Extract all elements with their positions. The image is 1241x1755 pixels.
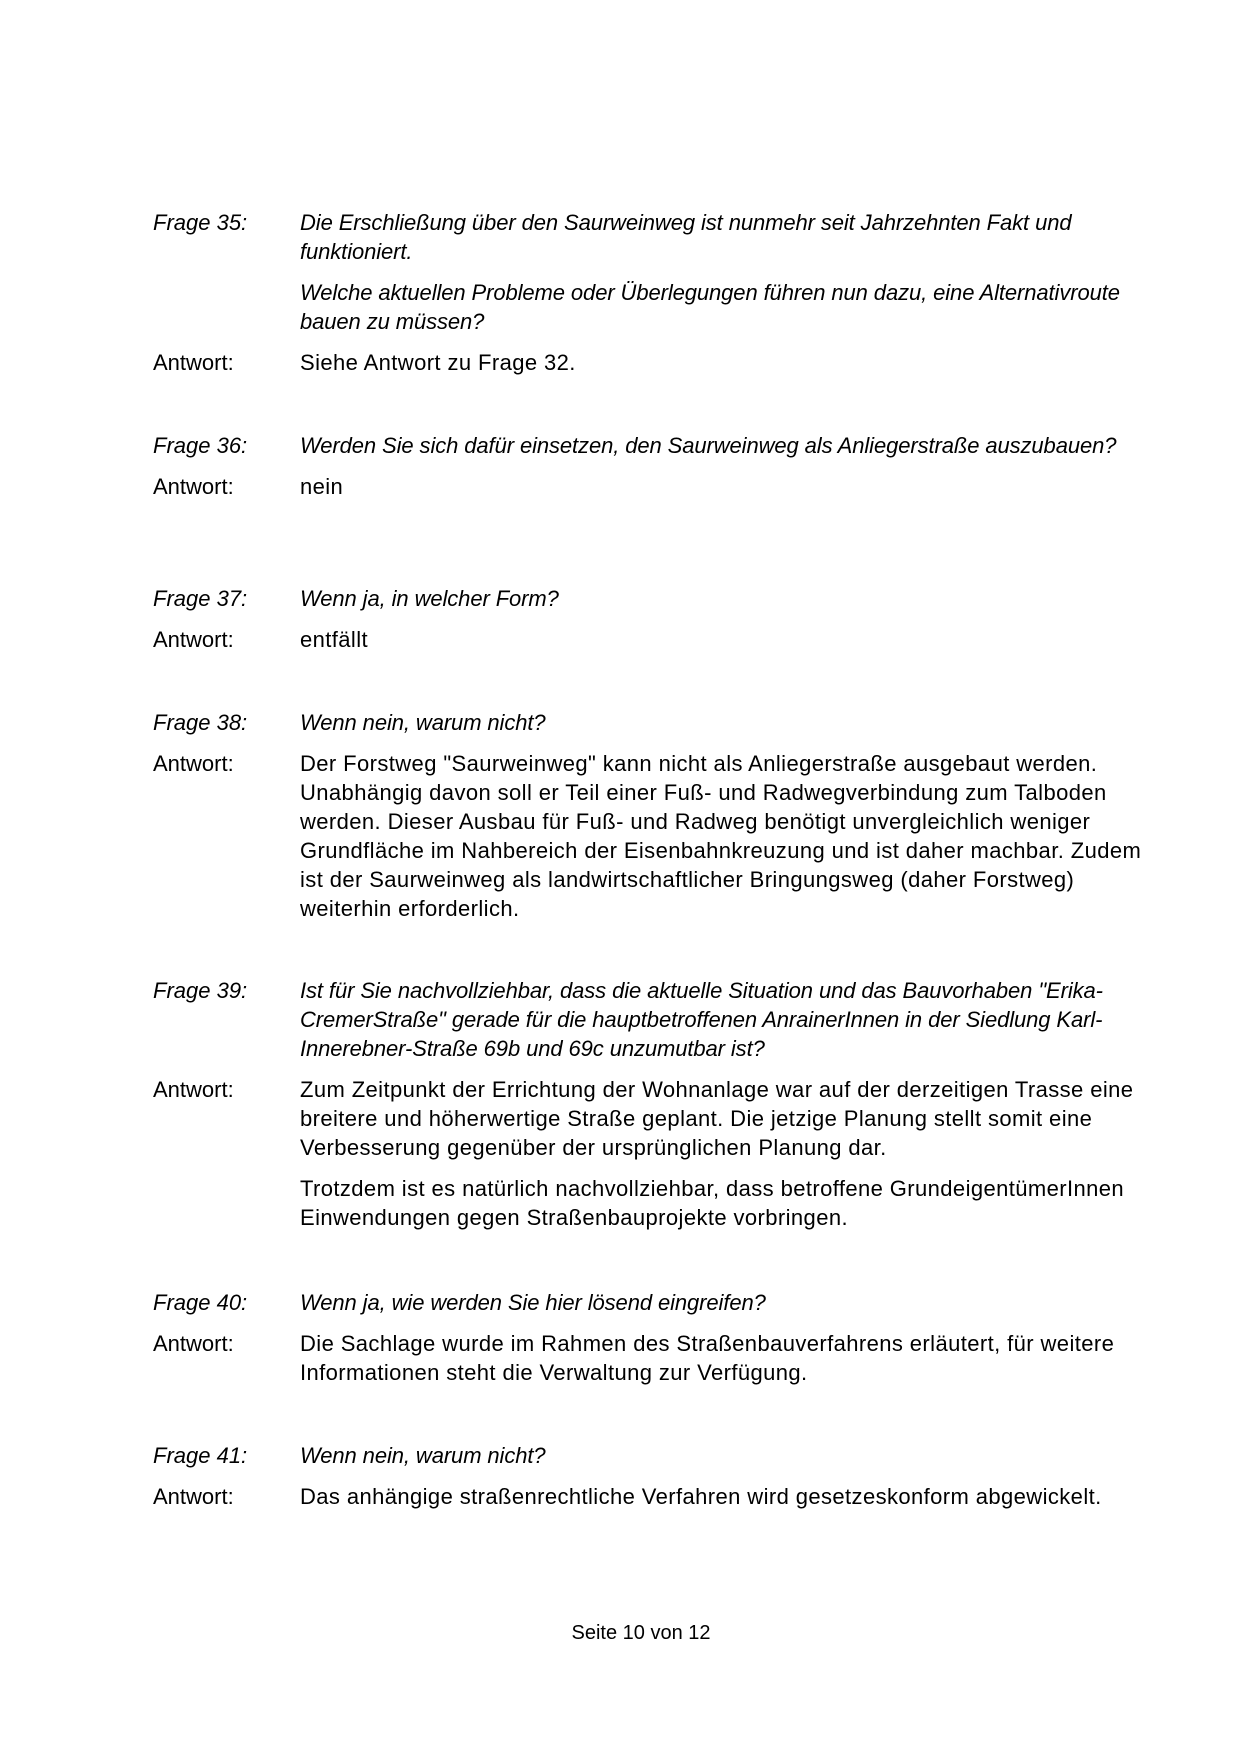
question-paragraph: Werden Sie sich dafür einsetzen, den Saurweinweg als Anliegerstraße auszubauen? — [300, 433, 1117, 458]
question-paragraph: Ist für Sie nachvollziehbar, dass die aktuelle Situation und das Bauvorhaben "Erika-CremerStraße" gerade für die hauptbetroffenen AnrainerInnen in der Siedlung Karl-Innerebner-Straße 69b und 69c unzumutbar ist? — [300, 978, 1103, 1061]
answer-paragraph: Siehe Antwort zu Frage 32. — [300, 350, 576, 375]
question-row — [153, 431, 1143, 460]
answer-label: Antwort: — [153, 474, 234, 499]
answer-paragraph: Das anhängige straßenrechtliche Verfahren wird gesetzeskonform abgewickelt. — [300, 1484, 1102, 1509]
question-row — [153, 976, 1143, 1063]
answer-paragraph: Der Forstweg "Saurweinweg" kann nicht als Anliegerstraße ausgebaut werden. Unabhängig davon soll er Teil einer Fuß- und Radwegverbindung zum Talboden werden. Dieser Ausbau für Fuß- und Radweg benötigt unvergleichlich weniger Grundfläche im Nahbereich der Eisenbahnkreuzung und ist daher machbar. Zudem ist der Saurweinweg als landwirtschaftlicher Bringungsweg (daher Forstweg) weiterhin erforderlich. — [300, 751, 1142, 921]
answer-row — [153, 1482, 1143, 1511]
question-paragraph: Welche aktuellen Probleme oder Überlegungen führen nun dazu, eine Alternativroute bauen zu müssen? — [300, 280, 1120, 334]
question-paragraph: Wenn ja, in welcher Form? — [300, 586, 559, 611]
answer-row — [153, 749, 1143, 923]
question-label: Frage 37: — [153, 586, 248, 611]
answer-row — [153, 1329, 1143, 1387]
question-label: Frage 41: — [153, 1443, 248, 1468]
question-label: Frage 39: — [153, 978, 248, 1003]
answer-row — [153, 348, 1143, 377]
question-label: Frage 38: — [153, 710, 248, 735]
answer-paragraph: Die Sachlage wurde im Rahmen des Straßenbauverfahrens erläutert, für weitere Informationen steht die Verwaltung zur Verfügung. — [300, 1331, 1115, 1385]
answer-row — [153, 472, 1143, 501]
question-row — [153, 1288, 1143, 1317]
question-text — [300, 208, 1143, 336]
page-number: Seite 10 von 12 — [571, 1622, 711, 1644]
question-label: Frage 40: — [153, 1290, 248, 1315]
question-row — [153, 708, 1143, 737]
question-label: Frage 36: — [153, 433, 248, 458]
question-label: Frage 35: — [153, 210, 248, 235]
question-paragraph: Die Erschließung über den Saurweinweg ist nunmehr seit Jahrzehnten Fakt und funktioniert. — [300, 210, 1072, 264]
answer-label: Antwort: — [153, 1077, 234, 1102]
answer-label: Antwort: — [153, 1484, 234, 1509]
qa-block-37 — [153, 584, 1143, 654]
question-text — [300, 431, 1143, 460]
qa-block-38 — [153, 708, 1143, 923]
answer-label: Antwort: — [153, 350, 234, 375]
answer-text — [300, 1075, 1143, 1232]
question-row — [153, 208, 1143, 336]
answer-paragraph: entfällt — [300, 627, 369, 652]
qa-block-39 — [153, 976, 1143, 1232]
question-text — [300, 976, 1143, 1063]
question-text — [300, 584, 1143, 613]
answer-paragraph: nein — [300, 474, 344, 499]
answer-text — [300, 749, 1143, 923]
answer-text — [300, 472, 1143, 501]
answer-text — [300, 1329, 1143, 1387]
answer-row — [153, 625, 1143, 654]
answer-paragraph: Zum Zeitpunkt der Errichtung der Wohnanlage war auf der derzeitigen Trasse eine breitere und höherwertige Straße geplant. Die jetzige Planung stellt somit eine Verbesserung gegenüber der ursprünglichen Planung dar. — [300, 1077, 1134, 1160]
question-text — [300, 1288, 1143, 1317]
question-text — [300, 1441, 1143, 1470]
answer-paragraph: Trotzdem ist es natürlich nachvollziehbar, dass betroffene GrundeigentümerInnen Einwendungen gegen Straßenbauprojekte vorbringen. — [300, 1176, 1125, 1230]
answer-label: Antwort: — [153, 1331, 234, 1356]
question-row — [153, 1441, 1143, 1470]
qa-block-40 — [153, 1288, 1143, 1387]
answer-label: Antwort: — [153, 627, 234, 652]
question-text — [300, 708, 1143, 737]
question-row — [153, 584, 1143, 613]
answer-text — [300, 625, 1143, 654]
question-paragraph: Wenn nein, warum nicht? — [300, 1443, 546, 1468]
answer-row — [153, 1075, 1143, 1232]
answer-label: Antwort: — [153, 751, 234, 776]
qa-block-41 — [153, 1441, 1143, 1511]
qa-block-35 — [153, 208, 1143, 377]
answer-text — [300, 348, 1143, 377]
question-paragraph: Wenn ja, wie werden Sie hier lösend eingreifen? — [300, 1290, 766, 1315]
answer-text — [300, 1482, 1143, 1511]
qa-block-36 — [153, 431, 1143, 501]
question-paragraph: Wenn nein, warum nicht? — [300, 710, 546, 735]
